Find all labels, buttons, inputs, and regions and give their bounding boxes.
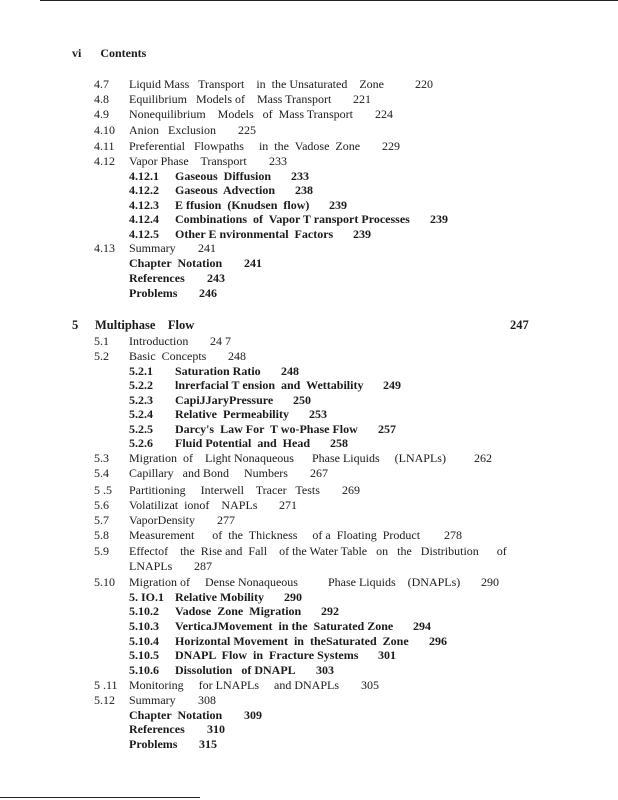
entry-title: Fluid Potential and Head [175,436,311,450]
entry-page: 239 [353,227,371,241]
toc-chapter-5[interactable] [0,318,618,334]
entry-title: Relative Mobility [175,590,264,604]
entry-number: 4.9 [94,107,109,121]
entry-number: 4.12.5 [129,227,159,241]
toc-entry[interactable] [0,92,618,106]
toc-entry[interactable] [0,590,618,604]
toc-entry[interactable] [0,634,618,648]
entry-title: Migration of Light Nonaqueous Phase Liquids (LNAPLs) [129,451,446,465]
chapter-title: Multiphase Flow [95,318,195,332]
entry-page: 271 [279,498,297,512]
entry-page: 238 [295,183,313,197]
entry-page: 315 [199,737,217,751]
toc-entry[interactable] [0,183,618,197]
entry-page: 221 [353,92,371,106]
entry-page: 233 [291,169,309,183]
entry-page: 241 [198,241,216,255]
entry-page: 239 [430,212,448,226]
entry-page: 262 [474,451,492,465]
entry-page: 225 [238,123,256,137]
entry-page: 241 [244,256,262,270]
entry-number: 4.13 [94,241,115,255]
toc-entry[interactable] [0,466,618,480]
entry-title: Saturation Ratio [175,364,261,378]
entry-title: Summary [129,241,176,255]
entry-page: 294 [413,619,431,633]
toc-entry[interactable] [0,575,618,589]
entry-page: 249 [383,378,401,392]
entry-number: 5.2.3 [129,393,153,407]
toc-entry[interactable] [0,619,618,633]
entry-page: 290 [481,575,499,589]
entry-page: 287 [194,559,212,573]
entry-title: Equilibrium Models of Mass Transport [129,92,332,106]
toc-entry[interactable] [0,393,618,407]
entry-page: 220 [415,77,433,91]
entry-title: Volatilizat ionof NAPLs [129,498,258,512]
entry-page: 309 [244,708,262,722]
entry-number: 5.10.4 [129,634,159,648]
entry-number: 5.4 [94,466,109,480]
toc-entry[interactable] [0,451,618,465]
entry-title: Gaseous Advection [175,183,276,197]
entry-page: 305 [361,678,379,692]
entry-page: 250 [293,393,311,407]
entry-title: References [129,722,185,736]
entry-number: 4.8 [94,92,109,106]
entry-number: 5.6 [94,498,109,512]
entry-title: Measurement of the Thickness of a Floating Product [129,528,421,542]
entry-title: lnrerfacial T ension and Wettability [175,378,364,392]
entry-title: Vadose Zone Migration [175,604,302,618]
entry-number: 5 .11 [94,678,118,692]
entry-page: 248 [228,349,246,363]
entry-title: Vapor Phase Transport [129,154,247,168]
entry-title: CapiJJaryPressure [175,393,274,407]
entry-title: Problems [129,286,178,300]
entry-title: Anion Exclusion [129,123,216,137]
toc-entry[interactable] [0,107,618,121]
toc-entry[interactable] [0,693,618,707]
toc-entry[interactable] [0,436,618,450]
entry-page: 296 [429,634,447,648]
entry-number: 5.7 [94,513,109,527]
toc-entry[interactable] [0,154,618,168]
entry-page: 308 [198,693,216,707]
entry-page: 278 [444,528,462,542]
entry-title: VerticaJMovement in the Saturated Zone [175,619,394,633]
toc-entry[interactable] [0,544,618,558]
toc-entry[interactable] [0,528,618,542]
entry-number: 5.2.5 [129,422,153,436]
entry-title: Combinations of Vapor T ransport Processes [175,212,410,226]
toc-entry[interactable] [0,498,618,512]
toc-entry[interactable] [0,139,618,153]
entry-title: Migration of Dense Nonaqueous Phase Liquids (DNAPLs) [129,575,461,589]
entry-page: 24 7 [210,334,231,348]
chapter-number: 5 [72,318,79,332]
entry-page: 248 [281,364,299,378]
entry-number: 4.12.4 [129,212,159,226]
entry-number: 5 .5 [94,483,112,497]
entry-title: Capillary and Bond Numbers [129,466,288,480]
top-rule [40,0,618,1]
toc-entry[interactable] [0,407,618,421]
toc-entry[interactable] [0,241,618,255]
entry-title: Chapter Notation [129,256,223,270]
header-title: Contents [100,46,147,60]
toc-entry[interactable] [0,212,618,226]
entry-number: 5.1 [94,334,109,348]
entry-page: 246 [199,286,217,300]
entry-title: Liquid Mass Transport in the Unsaturated Zone [129,77,384,91]
entry-number: 4.10 [94,123,115,137]
toc-entry[interactable] [0,77,618,91]
entry-page: 301 [378,648,396,662]
entry-title: Introduction [129,334,189,348]
toc-entry[interactable] [0,123,618,137]
entry-number: 5.2.2 [129,378,153,392]
entry-number: 5.10 [94,575,115,589]
entry-title: References [129,271,185,285]
toc-entry[interactable] [0,364,618,378]
entry-title: Dissolution of DNAPL [175,663,296,677]
toc-entry[interactable] [0,648,618,662]
entry-title: E ffusion (Knudsen flow) [175,198,310,212]
entry-title: LNAPLs [129,559,173,573]
toc-entry[interactable] [0,737,618,751]
entry-number: 5.2.1 [129,364,153,378]
entry-title: Gaseous Diffusion [175,169,272,183]
toc-entry[interactable] [0,513,618,527]
entry-page: 310 [207,722,225,736]
entry-title: Darcy's Law For T wo-Phase Flow [175,422,358,436]
toc-entry[interactable] [0,678,618,692]
toc-entry[interactable] [0,349,618,363]
entry-page: 267 [310,466,328,480]
toc-entry[interactable] [0,604,618,618]
entry-number: 5.2.4 [129,407,153,421]
entry-number: 4.7 [94,77,109,91]
entry-page: 277 [217,513,235,527]
entry-title: VaporDensity [129,513,195,527]
toc-entry[interactable] [0,227,618,241]
entry-number: 4.12.1 [129,169,159,183]
toc-entry[interactable] [0,169,618,183]
entry-page: 269 [342,483,360,497]
entry-number: 5. IO.1 [129,590,165,604]
entry-title: Other E nvironmental Factors [175,227,334,241]
entry-title: Partitioning Interwell Tracer Tests [129,483,320,497]
header-page-number: vi [72,46,82,60]
toc-entry[interactable] [0,708,618,722]
entry-title: Effectof the Rise and Fall of the Water Table on the Distribution of [129,544,507,558]
entry-page: 243 [207,271,225,285]
entry-number: 5.2.6 [129,436,153,450]
chapter-page: 247 [510,318,529,332]
entry-page: 292 [321,604,339,618]
entry-page: 233 [269,154,287,168]
toc-entry[interactable] [0,722,618,736]
toc-entry[interactable] [0,334,618,348]
entry-number: 5.9 [94,544,109,558]
entry-page: 303 [316,663,334,677]
entry-title: Relative Permeability [175,407,289,421]
entry-title: Nonequilibrium Models of Mass Transport [129,107,354,121]
toc-entry[interactable] [0,378,618,392]
entry-number: 4.11 [94,139,115,153]
entry-number: 4.12.3 [129,198,159,212]
entry-title: Summary [129,693,176,707]
entry-number: 5.10.6 [129,663,159,677]
entry-title: Horizontal Movement in theSaturated Zone [175,634,409,648]
entry-number: 5.3 [94,451,109,465]
toc-entry[interactable] [0,663,618,677]
entry-number: 5.8 [94,528,109,542]
entry-number: 4.12 [94,154,115,168]
entry-page: 253 [309,407,327,421]
entry-number: 5.10.2 [129,604,159,618]
entry-page: 239 [329,198,347,212]
toc-entry[interactable] [0,483,618,497]
entry-title: Basic Concepts [129,349,207,363]
entry-title: Problems [129,737,178,751]
toc-entry[interactable] [0,271,618,285]
entry-number: 5.2 [94,349,109,363]
running-header [72,46,146,61]
entry-page: 229 [382,139,400,153]
bottom-rule [0,797,200,798]
entry-title: Chapter Notation [129,708,223,722]
toc-entry[interactable] [0,198,618,212]
entry-page: 290 [284,590,302,604]
entry-number: 4.12.2 [129,183,159,197]
entry-number: 5.12 [94,693,115,707]
toc-entry[interactable] [0,559,618,573]
entry-title: Monitoring for LNAPLs and DNAPLs [129,678,339,692]
entry-title: DNAPL Flow in Fracture Systems [175,648,359,662]
entry-number: 5.10.5 [129,648,159,662]
entry-page: 257 [378,422,396,436]
toc-entry[interactable] [0,286,618,300]
toc-entry[interactable] [0,422,618,436]
entry-title: Preferential Flowpaths in the Vadose Zone [129,139,361,153]
entry-page: 258 [330,436,348,450]
entry-page: 224 [375,107,393,121]
entry-number: 5.10.3 [129,619,159,633]
toc-entry[interactable] [0,256,618,270]
